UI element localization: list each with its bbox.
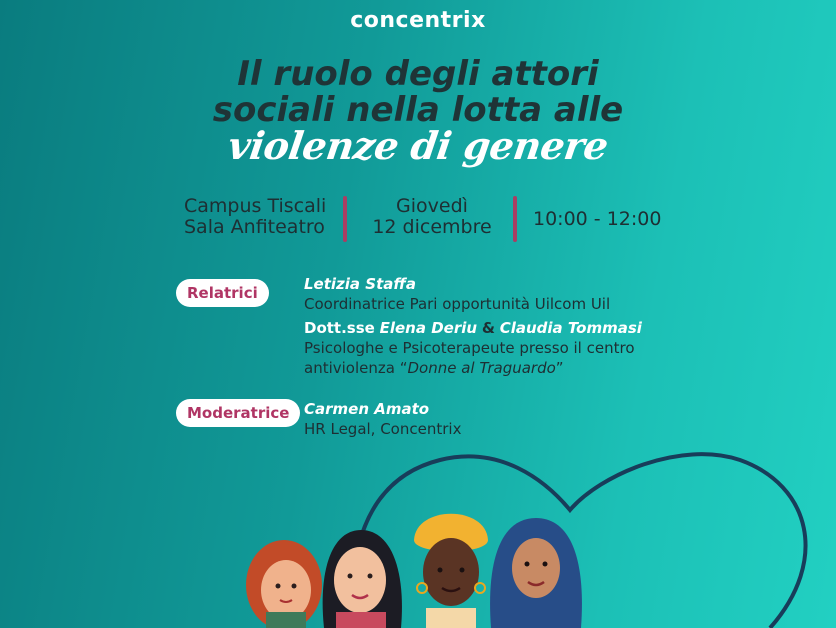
speaker-role: Coordinatrice Pari opportunità Uilcom Uil <box>304 295 611 313</box>
moderator-label: Moderatrice <box>176 399 300 427</box>
speakers-label: Relatrici <box>176 279 269 307</box>
divider-left <box>343 196 347 242</box>
woman-turban-icon <box>414 514 488 628</box>
speakers-role-2: antiviolenza “Donne al Traguardo” <box>304 359 564 377</box>
speakers-role-1: Psicologhe e Psicoterapeute presso il centro <box>304 339 635 357</box>
speakers-block <box>304 274 642 378</box>
moderator-name: Carmen Amato <box>304 400 430 418</box>
speaker-name: Letizia Staffa <box>304 275 416 293</box>
title-line-3: violenze di genere <box>225 123 611 168</box>
woman-black-hair-icon <box>323 530 402 628</box>
event-time: 10:00 - 12:00 <box>533 208 662 230</box>
moderator-role: HR Legal, Concentrix <box>304 420 462 438</box>
women-illustration <box>236 500 596 628</box>
divider-right <box>513 196 517 242</box>
event-location: Campus Tiscali Sala Anfiteatro <box>184 195 327 238</box>
brand-logo: concentrix <box>350 8 486 33</box>
event-date: Giovedì 12 dicembre <box>372 195 492 238</box>
moderator-block <box>304 399 461 439</box>
woman-hijab-icon <box>490 518 582 628</box>
woman-red-hair-icon <box>246 540 322 628</box>
title-line-2: sociali nella lotta alle <box>212 90 624 130</box>
speaker-names-row: Dott.sse Elena Deriu & Claudia Tommasi <box>304 319 642 337</box>
title-line-1: Il ruolo degli attori <box>237 54 599 94</box>
